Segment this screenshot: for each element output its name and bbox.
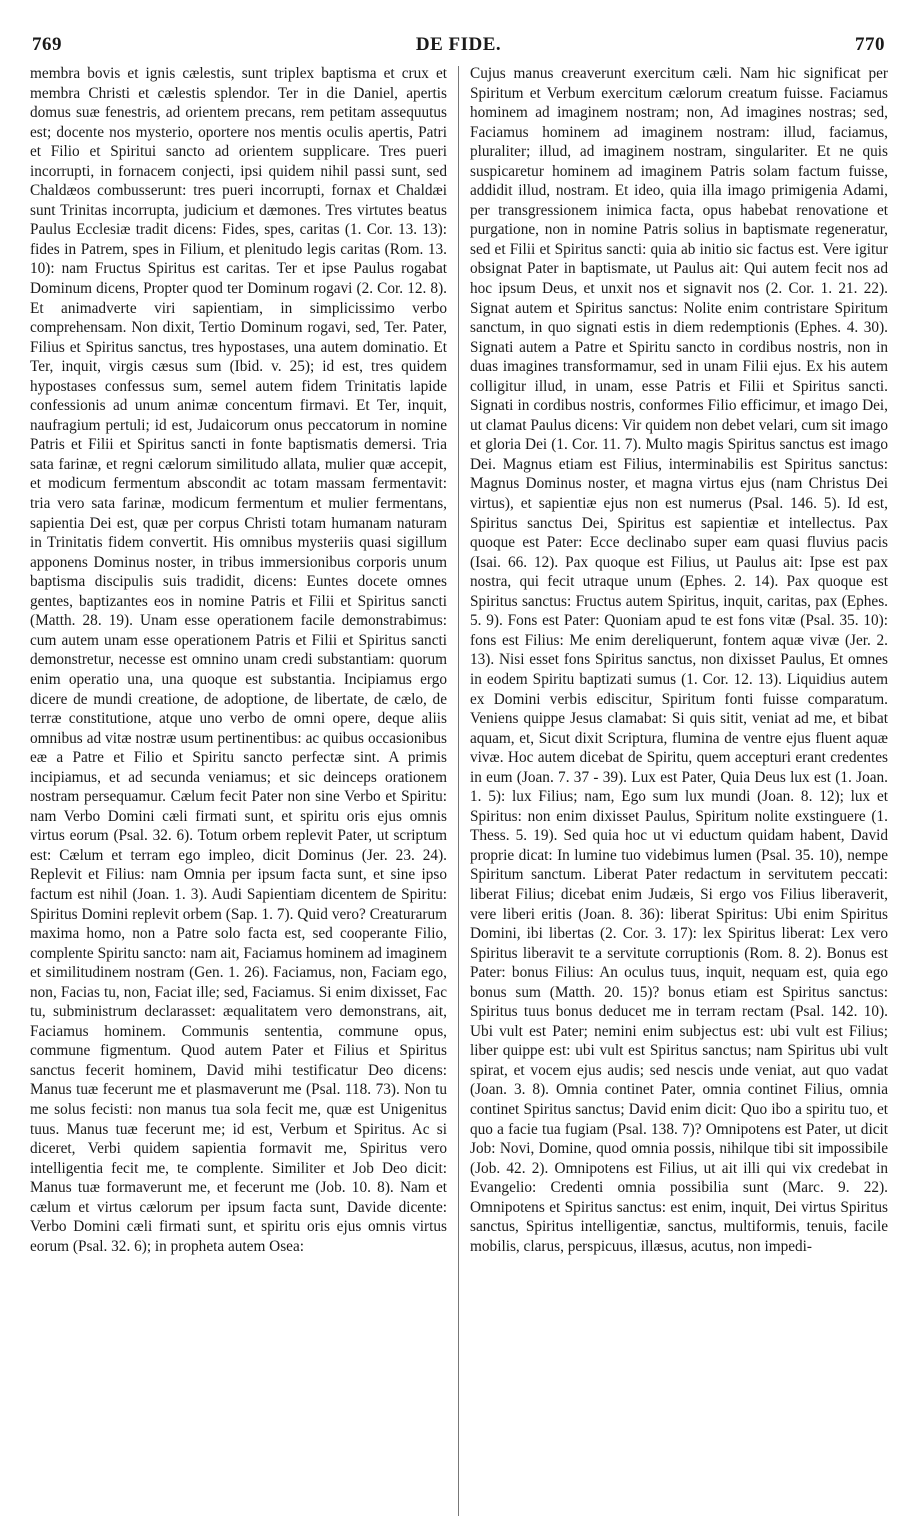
column-divider [458,66,459,1516]
page-header [30,34,887,60]
running-title: DE FIDE. [415,34,502,55]
text-column-left [30,64,447,1518]
page-number-right: 770 [855,34,885,55]
left-column-text: membra bovis et ignis cælestis, sunt triplex baptisma et crux et membra Christi et cælestis splendor. Ter in die Daniel, apertis domus suæ fenestris, ad orientem precans, rem petitam assequutus est; docente nos mysterio, oportere nos mentis oculis apertis, Patri et Filio et Spiritui sancto ad orientem supplicare. Tres pueri incorrupti, in fornacem conjecti, ipsi quidem nihil passi sunt, sed Chaldæos combusserunt: tres pueri incorrupti, fornax et Chaldæi sunt Trinitas incorrupta, judicium et dæmones. Tres virtutes beatus Paulus Ecclesiæ tradit dicens: Fides, spes, caritas (1. Cor. 13. 13): fides in Patrem, spes in Filium, et plenitudo legis caritas (Rom. 13. 10): nam Fructus Spiritus est caritas. Ter et ipse Paulus rogabat Dominum dicens, Propter quod ter Dominum rogavi (2. Cor. 12. 8). Et animadverte viri sapientiam, in simplicissimo verbo comprehensam. Non dixit, Tertio Dominum rogavi, sed, Ter. Pater, Filius et Spiritus sanctus, tres hypostases, una autem dominatio. Et Ter, inquit, virgis cæsus sum (Ibid. v. 25); id est, tres quidem hypostases confessus sum, semel autem fidem Trinitatis lapide confessionis ad unum animæ concentum firmavi. Et Ter, inquit, naufragium pertuli; id est, Judaicorum onus peccatorum in nomine Patris et Filii et Spiritus sancti in fonte baptismatis demersi. Tria sata farinæ, et regni cælorum similitudo allata, mulier quæ accepit, et modicum fermentum abscondit ac totam massam fermentavit: tria vero sata farinæ, modicum fermentum et mulier fermentans, sapientia Dei est, quæ per corpus Christi totam humanam naturam in Trinitatis fidem convertit. His omnibus mysteriis quasi sigillum apponens Dominus noster, in tribus immersionibus corporis unum baptisma discipulis suis tradidit, dicens: Euntes docete omnes gentes, baptizantes eos in nomine Patris et Filii et Spiritus sancti (Matth. 28. 19). Unam esse operationem facile demonstrabimus: cum autem unam esse operationem Patris et Filii et Spiritus sancti demonstretur, necesse est omnino unam credi substantiam: quorum enim operatio una, una quoque est substantia. Incipiamus ergo dicere de mundi creatione, de adoptione, de libertate, de cælo, de terræ constitutione, atque uno verbo de omni opere, deque aliis omnibus ad vitæ nostræ usum pertinentibus: ac quibus occasionibus eæ a Patre et Filio et Spiritu sancto perfectæ sint. A primis incipiamus, et ad secunda veniamus; et sic deinceps orationem nostram persequamur. Cælum fecit Pater non sine Verbo et Spiritu: nam Verbo Domini cæli firmati sunt, et spiritu oris ejus omnis virtus eorum (Psal. 32. 6). Totum orbem replevit Pater, ut scriptum est: Cælum et terram ego impleo, dicit Dominus (Jer. 23. 24). Replevit et Filius: nam Omnia per ipsum facta sunt, et sine ipso factum est nihil (Joan. 1. 3). Audi Sapientiam dicentem de Spiritu: Spiritus Domini replevit orbem (Sap. 1. 7). Quid vero? Creaturarum maxima homo, non a Patre solo facta est, sed cooperante Filio, complente Spiritu sancto: nam ait, Faciamus hominem ad imaginem et similitudinem nostram (Gen. 1. 26). Faciamus, non, Faciam ego, non, Facias tu, non, Faciat ille; sed, Faciamus. Si enim dixisset, Fac tu, subministrum declarasset: æqualitatem vero demonstrans, ait, Faciamus hominem. Communis sententia, commune opus, commune figmentum. Quod autem Pater et Filius et Spiritus sanctus fecerit hominem, David mihi testificatur Deo dicens: Manus tuæ fecerunt me et plasmaverunt me (Psal. 118. 73). Non tu me solus fecisti: non manus tua sola fecit me, quæ est Unigenitus tuus. Manus tuæ fecerunt me; id est, Verbum et Spiritus. Ac si diceret, Verbi quidem sapientia formavit me, Spiritus vero intelligentia fecit me, te complente. Similiter et Job Deo dicit: Manus tuæ formaverunt me, et fecerunt me (Job. 10. 8). Nam et cælum et virtus cælorum per ipsum facta sunt, Davide dicente: Verbo Domini cæli firmati sunt, et spiritu oris ejus omnis virtus eorum (Psal. 32. 6); in propheta autem Osea: [30,65,447,1255]
right-column-text: Cujus manus creaverunt exercitum cæli. Nam hic significat per Spiritum et Verbum exercitum cælorum creatum fuisse. Faciamus hominem ad imaginem nostram; non, Ad imagines nostras; sed, Faciamus hominem ad imaginem nostram: illud, faciamus, pluraliter; illud, ad imaginem nostram, singulariter. Et ne quis suspicaretur hominem ad imaginem Patris solam factum fuisse, addidit illud, nostram. Et ideo, quia illa imago primigenia Adami, per transgressionem inimica facta, opus habebat renovatione et purgatione, non in nomine Patris solius in baptismate regeneratur, sed et Filii et Spiritus sancti: quia ab initio sic factus est. Vere igitur obsignat Pater in baptismate, ut Paulus ait: Qui autem fecit nos ad hoc ipsum Deus, et unxit nos et signavit nos (2. Cor. 1. 21. 22). Signat autem et Spiritus sanctus: Nolite enim contristare Spiritum sanctum, in quo signati estis in diem redemptionis (Ephes. 4. 30). Signati autem a Patre et Spiritu sancto in cordibus nostris, non in duas imagines transformamur, sed in unam Filii ejus. Ex his autem colligitur illud, in unam, esse Patris et Filii et Spiritus sancti. Signati in cordibus nostris, conformes Filio efficimur, et imago Dei, ut clamat Paulus dicens: Vir quidem non debet velari, cum sit imago et gloria Dei (1. Cor. 11. 7). Multo magis Spiritus sanctus est imago Dei. Magnus etiam est Filius, interminabilis est Spiritus sanctus: Magnus Dominus noster, et magna virtus ejus (nam Christus Dei virtus), et sapientiæ ejus non est numerus (Psal. 146. 5). Id est, Spiritus sanctus Dei, Spiritus est sapientiæ et intellectus. Pax quoque est Pater: Ecce declinabo super eam quasi fluvius pacis (Isai. 66. 12). Pax quoque est Filius, ut Paulus ait: Ipse est pax nostra, qui fecit utraque unum (Ephes. 2. 14). Pax quoque est Spiritus sanctus: Fructus autem Spiritus, inquit, caritas, pax (Ephes. 5. 9). Fons est Pater: Quoniam apud te est fons vitæ (Psal. 35. 10): fons est Filius: Me enim dereliquerunt, fontem aquæ vivæ (Jer. 2. 13). Nisi esset fons Spiritus sanctus, non dixisset Paulus, Et omnes in eodem Spiritu baptizati sumus (1. Cor. 12. 13). Liquidius autem ex Domini verbis ediscitur, Spiritum fonti fuisse comparatum. Veniens quippe Jesus clamabat: Si quis sitit, veniat ad me, et bibat aquam, et, Sicut dixit Scriptura, flumina de ventre ejus fluent aquæ vivæ. Hoc autem dicebat de Spiritu, quem accepturi erant credentes in eum (Joan. 7. 37 - 39). Lux est Pater, Quia Deus lux est (1. Joan. 1. 5): lux Filius; nam, Ego sum lux mundi (Joan. 8. 12); lux et Spiritus: non enim dixisset Paulus, Spiritum nolite exstinguere (1. Thess. 5. 19). Sed quia hoc ut vi eductum quidam habent, David proprie dicat: In lumine tuo videbimus lumen (Psal. 35. 10), nempe Spiritum sanctum. Liberat Pater redactum in servitutem peccati: liberat Filius; dicebat enim Judæis, Si ergo vos Filius liberaverit, vere liberi eritis (Joan. 8. 36): liberat Spiritus: Ubi enim Spiritus Domini, ibi libertas (2. Cor. 3. 17): lex Spiritus liberat: Lex vero Spiritus liberavit te a servitute corruptionis (Rom. 8. 2). Bonus est Pater: bonus Filius: An oculus tuus, inquit, nequam est, quia ego bonus sum (Matth. 20. 15)? bonus etiam est Spiritus sanctus: Spiritus tuus bonus deducet me in terram rectam (Psal. 142. 10). Ubi vult est Pater; nemini enim subjectus est: ubi vult est Filius; liber quippe est: ubi vult est Spiritus sanctus; nam Spiritus ubi vult spirat, et vocem ejus audis; sed nescis unde veniat, aut quo vadat (Joan. 3. 8). Omnia continet Pater, omnia continet Filius, omnia continet Spiritus sanctus; David enim dicit: Quo ibo a spiritu tuo, et quo a facie tua fugiam (Psal. 138. 7)? Omnipotens est Pater, ut dicit Job: Novi, Domine, quod omnia possis, nihilque tibi sit impossibile (Job. 42. 2). Omnipotens est Filius, ut ait illi qui vix credebat in Evangelio: Credenti omnia possibilia sunt (Marc. 9. 22). Omnipotens et Spiritus sanctus: est enim, inquit, Dei virtus Spiritus sanctus, Spiritus intelligentiæ, sanctus, multiformis, tenuis, facile mobilis, clarus, perspicuus, illæsus, acutus, non impedi- [470,65,888,1255]
page-number-left: 769 [32,34,62,55]
text-column-right [470,64,888,1518]
